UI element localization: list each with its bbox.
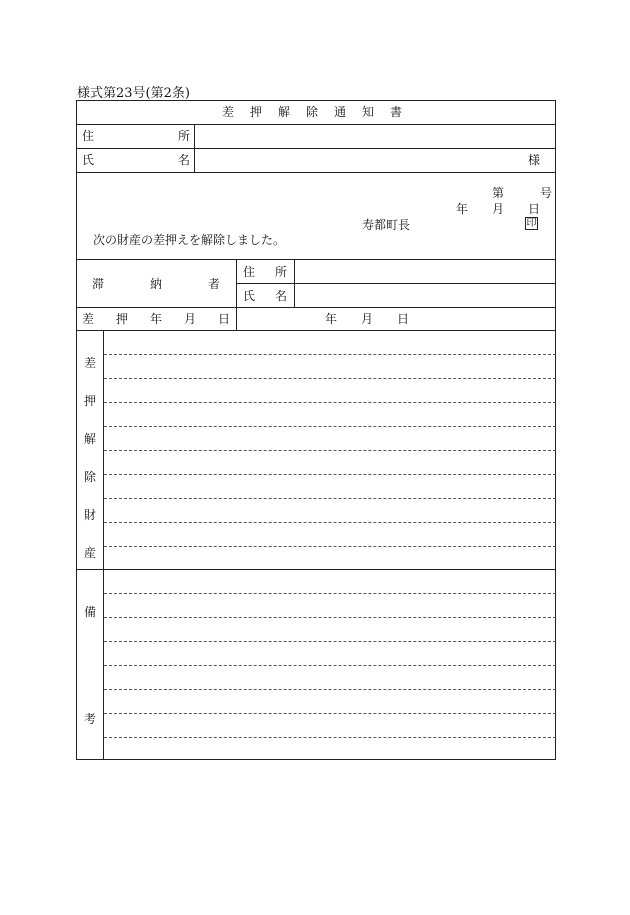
char: 除 [84, 470, 97, 484]
char: 所 [177, 129, 190, 143]
property-line [104, 546, 556, 547]
seizure-date-label [82, 312, 230, 326]
char: 者 [207, 277, 220, 291]
char: 名 [274, 289, 287, 303]
char: 差 [84, 356, 97, 370]
char: 産 [84, 546, 97, 560]
delinquent-taxpayer-label [92, 277, 220, 291]
rule-delinquent-subdivider [294, 259, 295, 307]
seal-mark: 印 [526, 218, 537, 229]
remarks-label-top: 備 [84, 605, 97, 619]
delinquent-name-label [243, 289, 287, 303]
issuer-mayor: 寿都町長 [362, 218, 411, 232]
rule-delinquent-divider [236, 259, 237, 330]
rule-delinquent-bottom [76, 307, 556, 308]
char: 納 [149, 277, 162, 291]
property-line [104, 378, 556, 379]
remarks-line [104, 665, 556, 666]
property-line [104, 522, 556, 523]
rule-notice-bottom [76, 259, 556, 260]
rule-address-bottom [76, 148, 556, 149]
form-number-label: 様式第23号(第2条) [77, 86, 190, 101]
char: 年 [149, 312, 162, 326]
recipient-name-label [82, 153, 190, 167]
char: 滞 [92, 277, 105, 291]
rule-property-bottom [76, 569, 556, 570]
property-line [104, 450, 556, 451]
issue-date-label: 年 月 日 [456, 202, 541, 216]
rule-name-bottom [76, 172, 556, 173]
remarks-line [104, 713, 556, 714]
char: 押 [115, 312, 128, 326]
property-line [104, 402, 556, 403]
char: 財 [84, 508, 97, 522]
char: 所 [274, 265, 287, 279]
remarks-line [104, 593, 556, 594]
rule-title-bottom [76, 124, 556, 125]
rule-date-bottom [76, 330, 556, 331]
char: 押 [84, 394, 97, 408]
char: 月 [183, 312, 196, 326]
notice-form-frame [76, 100, 556, 760]
rule-left-column [103, 330, 104, 760]
rule-recipient-divider [194, 124, 195, 172]
char: 解 [84, 432, 97, 446]
property-line [104, 498, 556, 499]
released-property-label [84, 356, 96, 584]
char: 氏 [82, 153, 95, 167]
char: 氏 [243, 289, 256, 303]
remarks-line [104, 737, 556, 738]
honorific-sama: 様 [528, 153, 541, 167]
remarks-line [104, 689, 556, 690]
recipient-address-label [82, 129, 190, 143]
seizure-date-value: 年 月 日 [325, 312, 410, 326]
document-title: 差押解除通知書 [222, 105, 419, 119]
char: 住 [243, 265, 256, 279]
property-line [104, 354, 556, 355]
char: 差 [82, 312, 95, 326]
delinquent-address-label [243, 265, 287, 279]
property-line [104, 426, 556, 427]
document-number-label: 第 号 [492, 186, 553, 200]
rule-delinquent-mid [236, 283, 556, 284]
remarks-line [104, 641, 556, 642]
notice-text: 次の財産の差押えを解除しました。 [93, 233, 286, 247]
char: 日 [217, 312, 230, 326]
remarks-label-bottom: 考 [84, 712, 97, 726]
remarks-line [104, 617, 556, 618]
property-line [104, 474, 556, 475]
char: 名 [177, 153, 190, 167]
char: 住 [82, 129, 95, 143]
